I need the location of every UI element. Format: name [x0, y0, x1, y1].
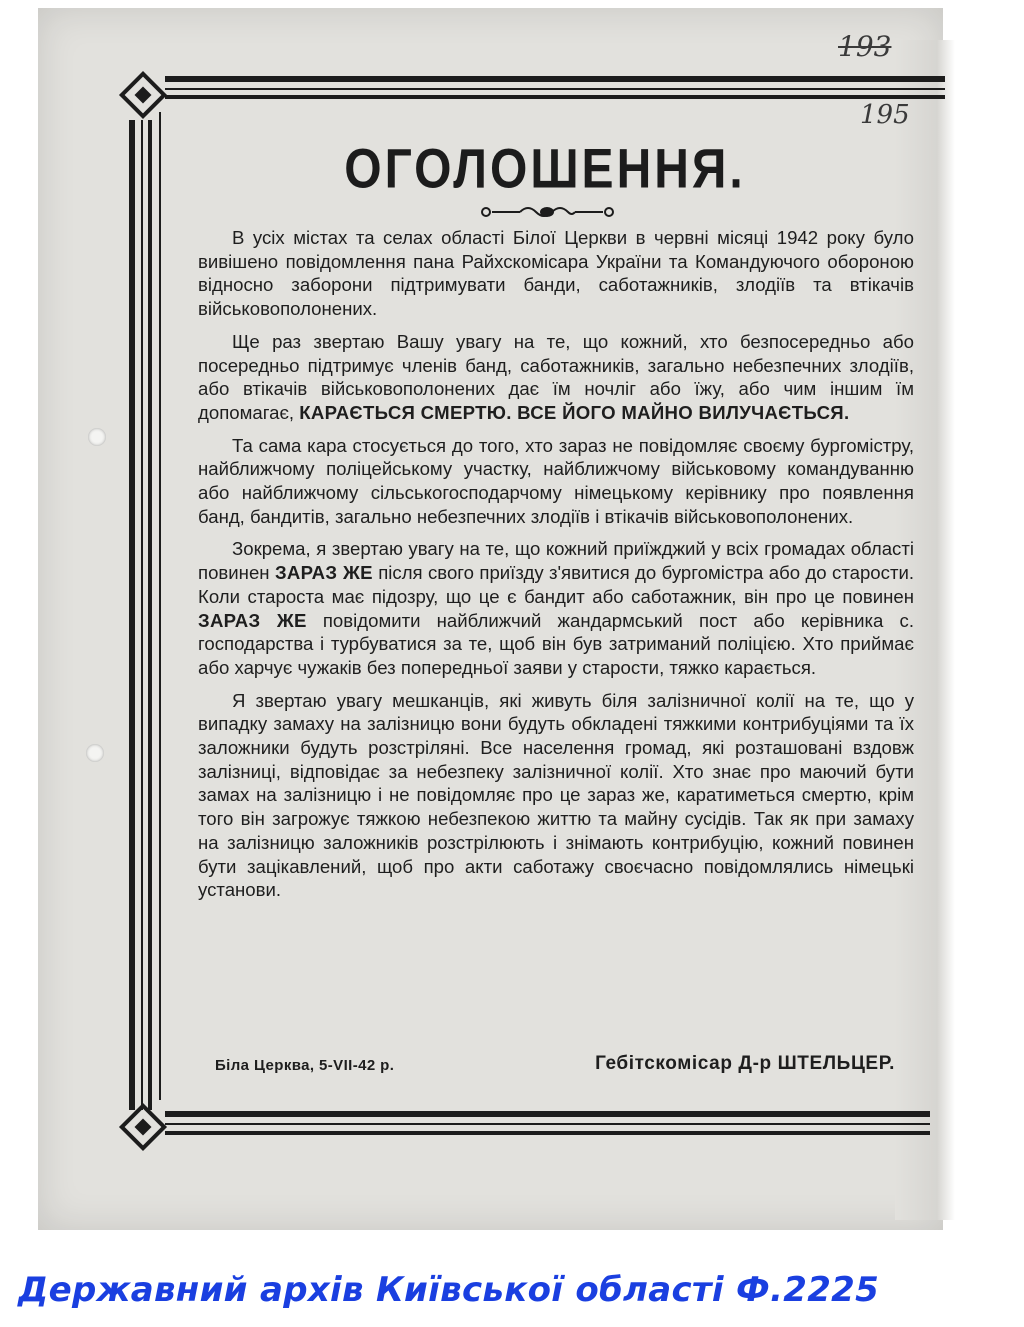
text-run: повідомити найближчий жандармський пост або керівника с. господарства і турбуватися за те, щоб він був затриманий поліцією. Хто приймає або харчує чужаків без попередньої заяви у старости, тяжко карається. — [198, 609, 914, 678]
archive-number: 195 — [860, 100, 910, 130]
bold-text: КАРАЄТЬСЯ СМЕРТЮ. ВСЕ ЙОГО МАЙНО ВИЛУЧАЄТЬСЯ. — [299, 401, 850, 423]
place-date: Біла Церква, 5-VII-42 р. — [215, 1057, 395, 1074]
text-run: після свого приїзду з'явитися до бургомістра або до старости. Коли староста має підозру, що це є бандит або саботажник, він про це повинен — [198, 562, 915, 607]
text-run: Зокрема, я звертаю увагу на те, що кожний приїжджий у всіх громадах області повинен — [198, 538, 914, 584]
signature-line — [215, 1053, 895, 1075]
archive-number-crossed — [838, 30, 891, 63]
bold-text: ЗАРАЗ ЖЕ — [274, 562, 373, 584]
text-run: Ще раз звертаю Вашу увагу на те, що кожний, хто безпосередньо або посередньо підтримує членів банд, саботажників, загально небезпечних злодіїв, або втікачів військовополонених дає їм ночліг або їжу, або чим іншим їм допомагає, — [198, 330, 914, 423]
paragraph — [198, 537, 914, 679]
archive-number-old: 193 — [838, 30, 892, 63]
text-run: В усіх містах та селах області Білої Церкви в червні місяці 1942 року було вивішено повідомлення пана Райхскомісара України та Командуючого обороною відносно заборони підтримувати банди, саботажників, злодіїв та втікачів військовополонених. — [198, 227, 914, 320]
archive-caption: Державний архів Київської області Ф.2225 — [18, 1270, 880, 1310]
punch-hole — [86, 744, 104, 762]
punch-hole — [88, 428, 106, 446]
document-title: ОГОЛОШЕННЯ. — [344, 139, 746, 200]
paragraph — [198, 330, 914, 425]
paragraph — [198, 434, 914, 529]
paragraph — [198, 226, 914, 321]
document-body — [198, 226, 914, 911]
text-run: Та сама кара стосується до того, хто зараз не повідомляє своєму бургомістру, найближчому поліцейському участку, найближчому військовому командуванню або найближчому сільськогосподарчому німецькому керівнику про появлення банд, бандитів, загально небезпечних злодіїв і втікачів військовополонених. — [198, 434, 914, 527]
text-run: Я звертаю увагу мешканців, які живуть біля залізничної колії на те, що у випадку замаху на залізницю вони будуть обкладені тяжкими контрибуціями та їх заложники будуть розстріляні. Все населення громад, які розташовані вздовж залізниці, відповідає за небезпеку залізничної колії. Хто знає про маючий бути замах на залізницю і не повідомляє про це зараз же, каратиметься смертю, крім того він загрожує тяжкою небезпекою життю та майну сусідів. Так як при замаху на залізницю заложників розстрілюють і знімають контрибуцію, кожний повинен бути зацікавлений, щоб про акти саботажу своєчасно повідомлялись німецькі установи. — [198, 689, 914, 901]
signer-name: Гебітскомісар Д-р ШТЕЛЬЦЕР. — [595, 1053, 895, 1074]
paragraph — [198, 689, 914, 902]
bold-text: ЗАРАЗ ЖЕ — [198, 609, 307, 631]
